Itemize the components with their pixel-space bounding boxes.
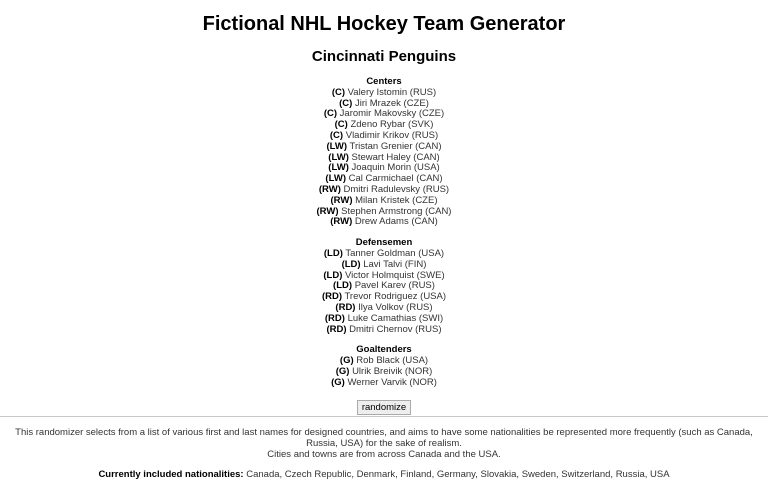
section-heading-defensemen: Defensemen	[355, 237, 413, 249]
player-name: Ilya Volkov (RUS)	[358, 301, 433, 313]
position-label: (RD)	[321, 291, 343, 303]
player-name: Trevor Rodriguez (USA)	[344, 291, 447, 303]
position-label: (C)	[339, 97, 353, 109]
player-name: Stephen Armstrong (CAN)	[341, 205, 452, 217]
player-name: Rob Black (USA)	[356, 355, 429, 367]
defensemen-section	[0, 238, 768, 335]
player-name: Cal Carmichael (CAN)	[348, 173, 443, 185]
position-label: (LD)	[323, 269, 343, 281]
position-label: (LD)	[341, 258, 361, 270]
player-name: Jiri Mrazek (CZE)	[354, 97, 429, 109]
player-name: Luke Camathias (SWI)	[347, 312, 444, 324]
player-name: Pavel Karev (RUS)	[354, 280, 435, 292]
page-title: Fictional NHL Hockey Team Generator	[202, 13, 566, 35]
position-label: (C)	[323, 108, 338, 120]
player-name: Ulrik Breivik (NOR)	[352, 365, 433, 377]
position-label: (RW)	[318, 183, 341, 195]
position-label: (LW)	[328, 151, 349, 163]
nationalities-line	[0, 470, 768, 481]
centers-section	[0, 77, 768, 228]
player-name: Werner Varvik (NOR)	[347, 376, 437, 388]
position-label: (C)	[334, 119, 348, 131]
player-name: Drew Adams (CAN)	[354, 216, 438, 228]
player-entry	[0, 378, 768, 389]
player-name: Joaquin Morin (USA)	[351, 162, 440, 174]
position-label: (LW)	[328, 162, 349, 174]
player-entry	[0, 217, 768, 228]
player-name: Vladimir Krikov (RUS)	[345, 129, 439, 141]
player-name: Zdeno Rybar (SVK)	[350, 119, 434, 131]
player-name: Dmitri Chernov (RUS)	[349, 323, 442, 335]
player-name: Tristan Grenier (CAN)	[349, 140, 442, 152]
team-name: Cincinnati Penguins	[311, 48, 457, 65]
position-label: (G)	[331, 376, 345, 388]
position-label: (LD)	[323, 247, 343, 259]
player-name: Victor Holmquist (SWE)	[345, 269, 445, 281]
player-name: Milan Kristek (CZE)	[355, 194, 438, 206]
player-name: Tanner Goldman (USA)	[345, 247, 445, 259]
position-label: (RD)	[324, 312, 345, 324]
controls	[0, 397, 768, 415]
position-label: (LW)	[325, 173, 346, 185]
player-name: Valery Istomin (RUS)	[347, 86, 437, 98]
nationalities-list: Canada, Czech Republic, Denmark, Finland, Germany, Slovakia, Sweden, Switzerland, Russia, USA	[243, 469, 670, 481]
roster	[0, 77, 768, 399]
position-label: (RW)	[316, 205, 339, 217]
position-label: (RW)	[330, 194, 353, 206]
section-heading-goaltenders: Goaltenders	[356, 344, 412, 356]
position-label: (C)	[329, 129, 344, 141]
goaltenders-section	[0, 345, 768, 388]
position-label: (LW)	[326, 140, 348, 152]
position-label: (C)	[331, 86, 346, 98]
nationalities-label: Currently included nationalities:	[98, 469, 244, 481]
player-name: Dmitri Radulevsky (RUS)	[343, 183, 450, 195]
player-entry	[0, 325, 768, 336]
player-name: Stewart Haley (CAN)	[351, 151, 440, 163]
cities-text: Cities and towns are from across Canada and the USA.	[267, 448, 501, 460]
position-label: (RD)	[335, 301, 356, 313]
footer	[0, 428, 768, 481]
section-heading-centers: Centers	[366, 76, 402, 87]
description-text: This randomizer selects from a list of various first and last names for designed countries, and aims to have some nationalities be represented more frequently (such as Canada, Russia, USA) for the sake of realism.	[15, 427, 753, 449]
divider	[0, 416, 768, 417]
position-label: (LD)	[333, 280, 353, 292]
position-label: (RW)	[330, 216, 353, 228]
position-label: (G)	[339, 355, 354, 367]
randomize-button[interactable]: randomize	[357, 400, 411, 415]
player-name: Jaromir Makovsky (CZE)	[339, 108, 445, 120]
player-name: Lavi Talvi (FIN)	[363, 258, 427, 270]
position-label: (G)	[335, 365, 350, 377]
position-label: (RD)	[326, 323, 347, 335]
